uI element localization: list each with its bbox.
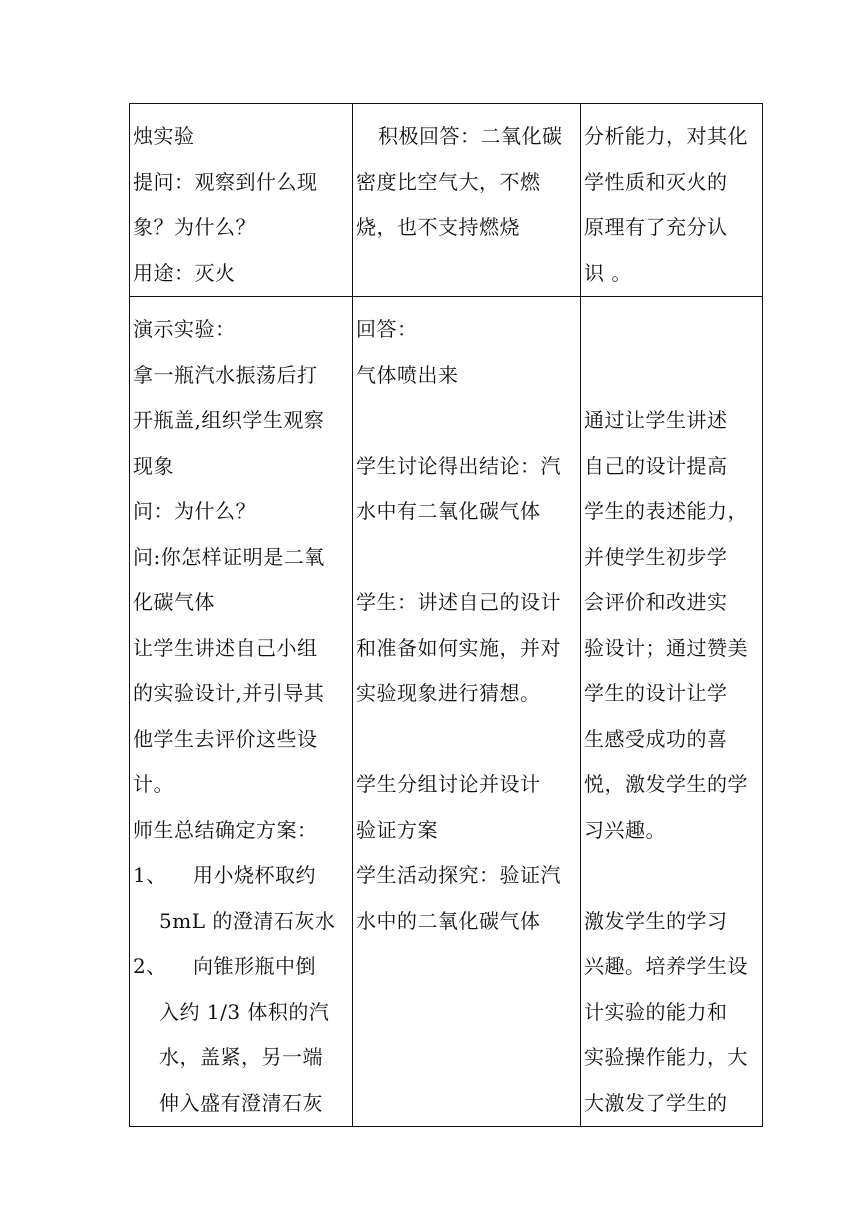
step-2-text: 向锥形瓶中倒 — [193, 954, 316, 978]
step-2 — [133, 944, 352, 990]
cell-line: 悦，激发学生的学 — [584, 772, 748, 796]
lesson-plan-table — [129, 103, 763, 1127]
cell-line: 回答： — [356, 317, 418, 341]
table-row — [130, 104, 763, 297]
cell-line: 生感受成功的喜 — [584, 726, 728, 751]
cell-line: 验设计；通过赞美 — [584, 635, 748, 660]
cell-line: 象？为什么？ — [133, 215, 256, 239]
cell-line: 激发学生的学习 — [584, 908, 728, 933]
cell-line: 化碳气体 — [133, 590, 215, 614]
cell-line: 学生分组讨论并设计 — [356, 772, 541, 796]
cell-line — [584, 307, 762, 353]
step-1 — [133, 853, 352, 899]
cell-line: 兴趣。培养学生设 — [584, 954, 748, 978]
cell-line: 学性质和灭火的 — [584, 169, 728, 194]
step-1-text: 用小烧杯取约 — [193, 863, 316, 887]
cell-line: 用途：灭火 — [133, 260, 236, 285]
cell-line: 习兴趣。 — [584, 817, 666, 842]
cell-line: 大激发了学生的 — [584, 1090, 728, 1115]
student-activity-cell — [353, 104, 581, 297]
cell-line: 的实验设计,并引导其 — [133, 681, 325, 705]
design-intent-cell — [581, 297, 763, 1127]
cell-line — [584, 353, 762, 399]
cell-line: 伸入盛有澄清石灰 — [159, 1090, 323, 1115]
cell-line: 学生的表述能力， — [584, 499, 748, 523]
cell-line: 原理有了充分认 — [584, 215, 728, 239]
cell-line: 5mL 的澄清石灰水 — [159, 908, 336, 933]
cell-line: 积极回答：二氧化碳 — [378, 124, 563, 148]
cell-line: 现象 — [133, 453, 174, 478]
table-row — [130, 297, 763, 1127]
cell-line: 学生活动探究：验证汽 — [356, 863, 561, 887]
cell-line: 学生讨论得出结论：汽 — [356, 453, 561, 478]
cell-line: 演示实验： — [133, 317, 236, 341]
cell-line: 气体喷出来 — [356, 362, 459, 387]
cell-line: 实验现象进行猜想。 — [356, 681, 541, 705]
cell-line: 烧，也不支持燃烧 — [356, 215, 520, 239]
cell-line: 和准备如何实施，并对 — [356, 635, 561, 660]
cell-line: 水中有二氧化碳气体 — [356, 499, 541, 523]
cell-line: 计。 — [133, 772, 174, 796]
cell-line — [356, 717, 580, 763]
cell-line — [356, 398, 580, 444]
step-2-number: 2、 — [133, 954, 167, 978]
cell-line: 并使学生初步学 — [584, 544, 728, 569]
cell-line: 水，盖紧，另一端 — [159, 1045, 323, 1069]
cell-line: 分析能力，对其化 — [584, 124, 748, 148]
cell-line: 水中的二氧化碳气体 — [356, 908, 541, 933]
cell-line: 密度比空气大，不燃 — [356, 169, 541, 194]
cell-line — [584, 853, 762, 899]
cell-line: 实验操作能力，大 — [584, 1045, 748, 1069]
cell-line: 自己的设计提高 — [584, 453, 728, 478]
teacher-activity-cell — [130, 297, 353, 1127]
teacher-activity-cell — [130, 104, 353, 297]
cell-line: 问：为什么？ — [133, 499, 256, 523]
cell-line: 入约 1/3 体积的汽 — [159, 999, 330, 1024]
cell-line: 识 。 — [584, 260, 632, 285]
design-intent-cell — [581, 104, 763, 297]
student-activity-cell — [353, 297, 581, 1127]
cell-line: 通过让学生讲述 — [584, 408, 728, 432]
cell-line: 提问：观察到什么现 — [133, 169, 318, 194]
cell-line: 拿一瓶汽水振荡后打 — [133, 362, 318, 387]
cell-line: 师生总结确定方案： — [133, 817, 318, 842]
cell-line: 烛实验 — [133, 124, 195, 148]
cell-line: 会评价和改进实 — [584, 590, 728, 614]
cell-line — [356, 535, 580, 581]
cell-line: 他学生去评价这些设 — [133, 726, 318, 751]
cell-line: 验证方案 — [356, 817, 438, 842]
cell-line: 问:你怎样证明是二氧 — [133, 544, 325, 569]
cell-line: 学生：讲述自己的设计 — [356, 590, 561, 614]
cell-line: 让学生讲述自己小组 — [133, 635, 318, 660]
cell-line: 开瓶盖,组织学生观察 — [133, 408, 325, 432]
step-1-number: 1、 — [133, 863, 167, 887]
cell-line: 计实验的能力和 — [584, 999, 728, 1024]
cell-line: 学生的设计让学 — [584, 681, 728, 705]
